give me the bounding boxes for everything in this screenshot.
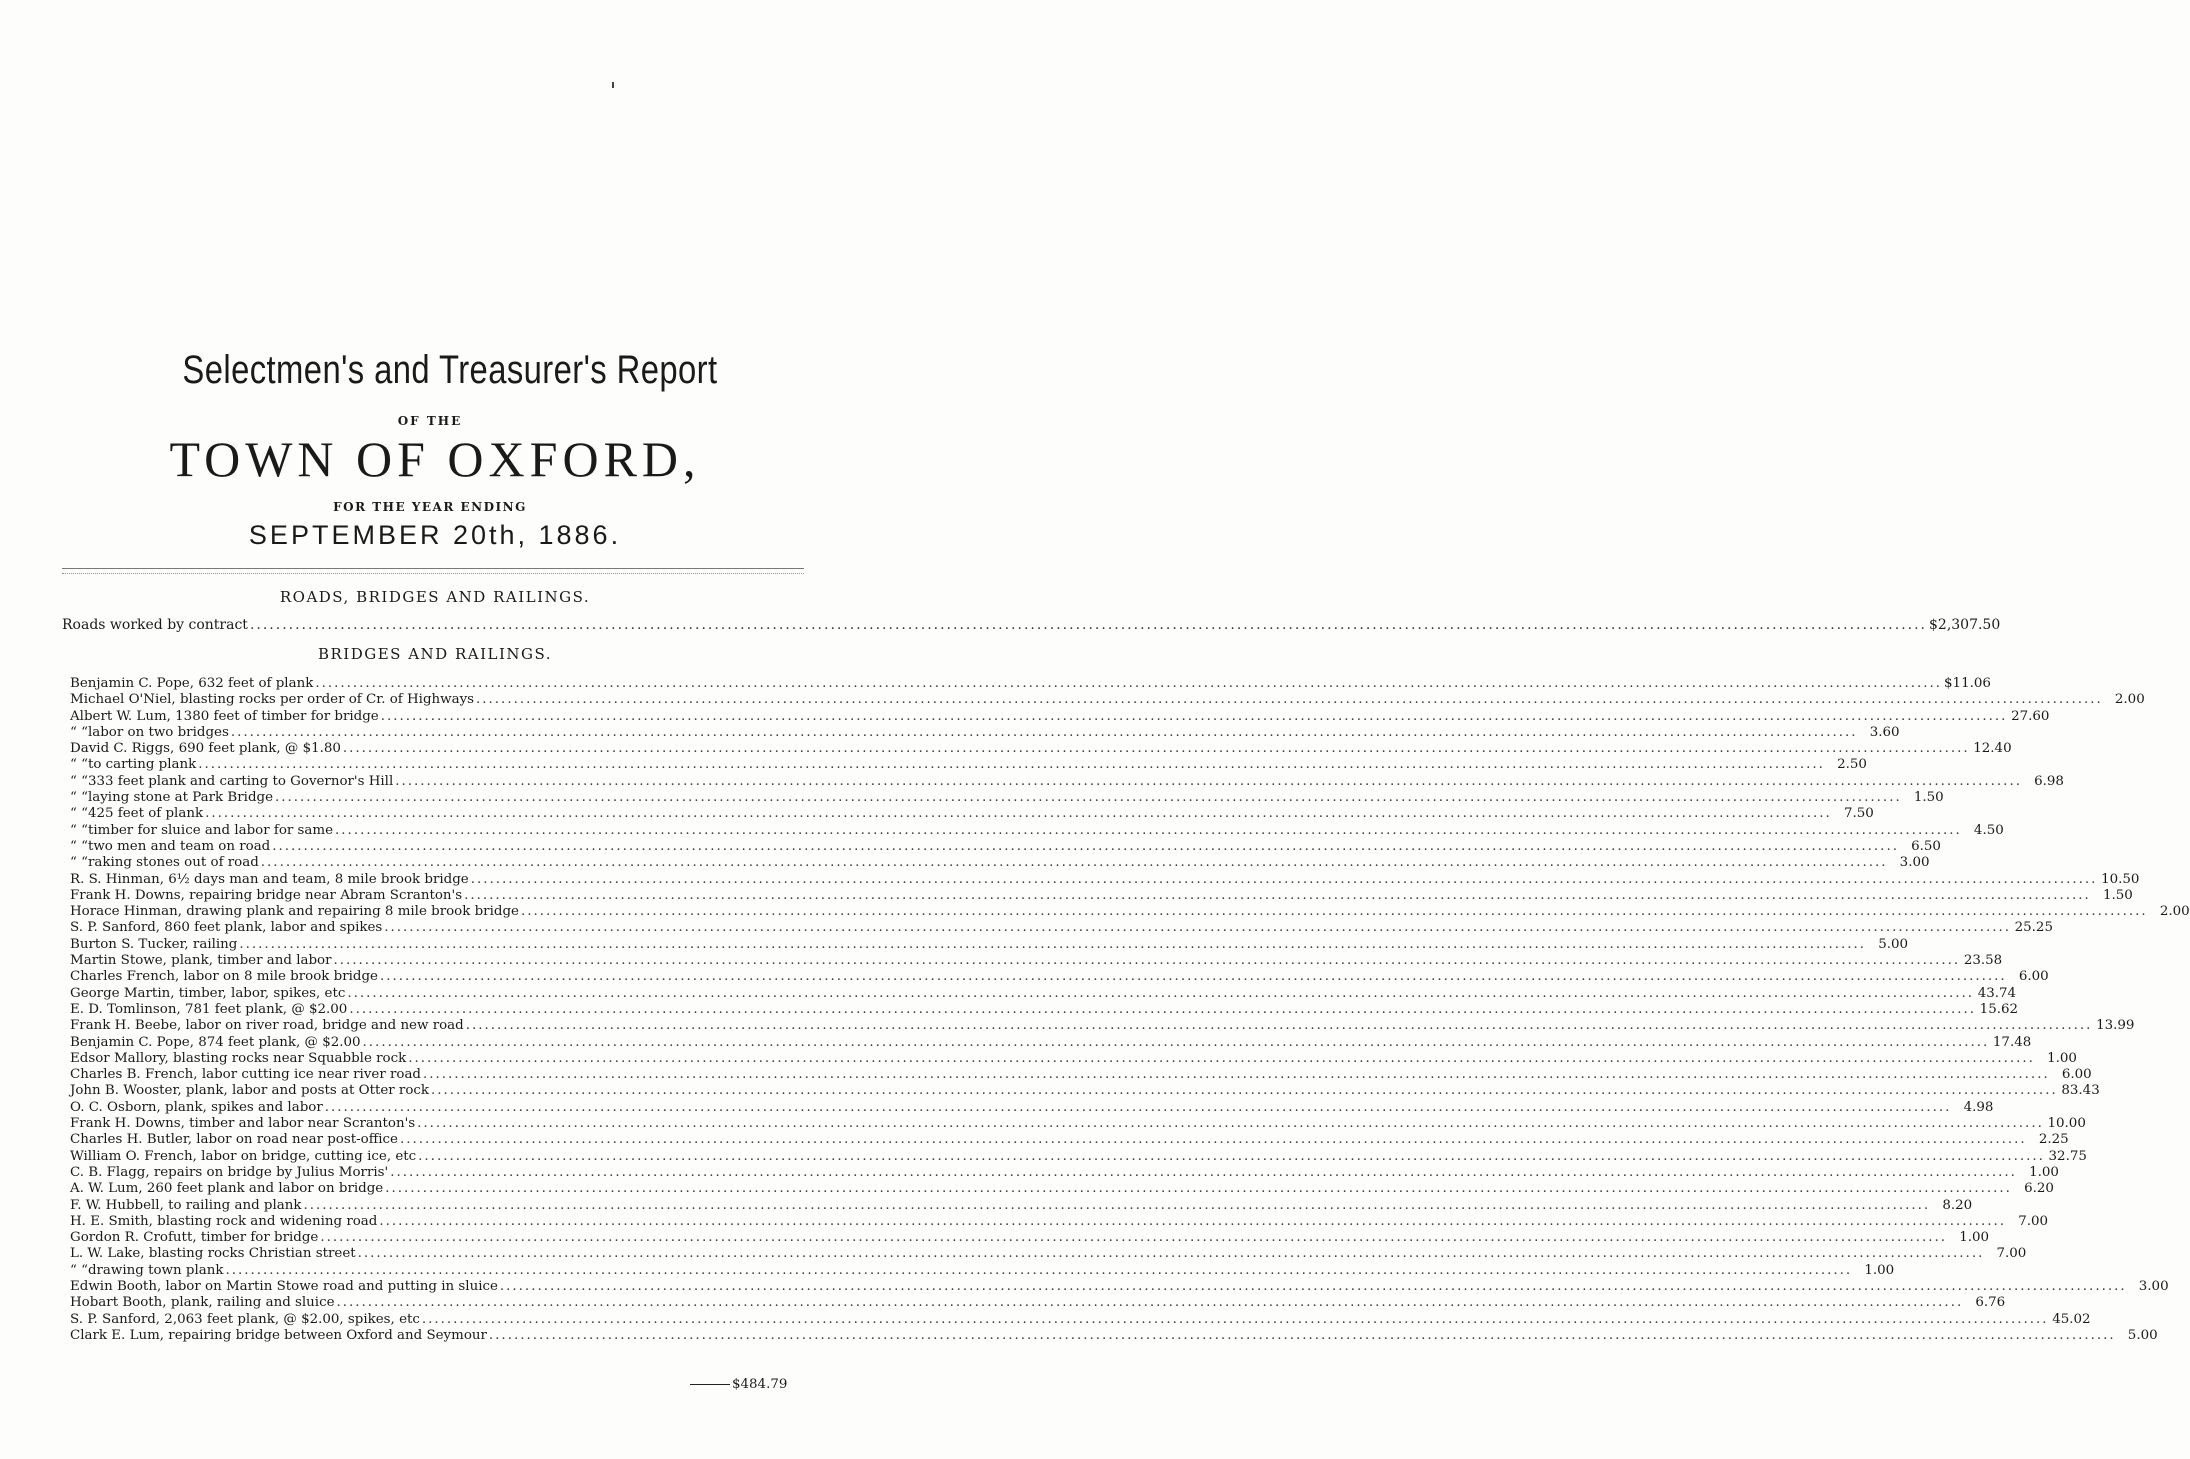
roads-contract-amount: $2,307.50: [1929, 617, 2001, 633]
list-item: [70, 1164, 2059, 1181]
entry-description: Horace Hinman, drawing plank and repairing 8 mile brook bridge: [70, 904, 519, 920]
dot-leader: [225, 1263, 1852, 1278]
entry-amount: 83.43: [2061, 1083, 2100, 1099]
dot-leader: [466, 1018, 2093, 1033]
list-item: [70, 953, 2003, 969]
dot-leader: [349, 1002, 1976, 1017]
list-item: [70, 936, 1909, 953]
entry-amount: 6.00: [2061, 1067, 2092, 1083]
report-date: SEPTEMBER 20th, 1886.: [248, 520, 622, 550]
entry-amount: 6.76: [1975, 1295, 2006, 1311]
entry-amount: 1.50: [1913, 790, 1944, 806]
list-item: [70, 790, 1944, 806]
dot-leader: [239, 937, 1866, 952]
entry-amount: 10.50: [2101, 871, 2140, 887]
entry-amount: 10.00: [2047, 1116, 2086, 1132]
entry-description: Frank H. Downs, timber and labor near Scranton's: [70, 1116, 416, 1132]
entry-description: Martin Stowe, plank, timber and labor: [70, 953, 332, 969]
entry-amount: 6.00: [2018, 969, 2049, 985]
entry-amount: 23.58: [1963, 953, 2003, 969]
list-item: [70, 838, 1941, 855]
entry-amount: 6.50: [1911, 838, 1941, 854]
dot-leader: [417, 1116, 2044, 1131]
entry-amount: 13.99: [2096, 1018, 2135, 1034]
list-item: [70, 1278, 2169, 1295]
list-item: [70, 1262, 1895, 1279]
entry-amount: 8.20: [1942, 1197, 1973, 1213]
dot-leader: [381, 709, 2008, 724]
ditto-mark: “ “: [70, 724, 88, 740]
entry-amount: 7.50: [1843, 806, 1874, 822]
list-item: [70, 1246, 2027, 1262]
list-item: [70, 1197, 1973, 1214]
ditto-mark: “ “: [70, 773, 88, 789]
dot-leader: [500, 1279, 2127, 1294]
total-dash: [690, 1384, 730, 1385]
entry-description: drawing town plank: [87, 1262, 224, 1278]
dot-leader: [250, 617, 1927, 633]
dot-leader: [272, 839, 1899, 854]
dot-leader: [431, 1083, 2058, 1098]
list-item: [70, 1018, 2135, 1034]
entry-description: Frank H. Downs, repairing bridge near Abram Scranton's: [70, 887, 463, 903]
entries-list: [70, 676, 2190, 1344]
list-item: [70, 1083, 2100, 1099]
list-item: [70, 1067, 2092, 1083]
list-item: [70, 692, 2145, 708]
list-item: [70, 1034, 2032, 1051]
ditto-mark: “ “: [70, 838, 88, 854]
entry-description: William O. French, labor on bridge, cutting ice, etc: [70, 1148, 417, 1164]
list-item: [70, 855, 1930, 871]
list-item: [70, 871, 2140, 888]
entry-description: Edsor Mallory, blasting rocks near Squabble rock: [70, 1050, 407, 1066]
entry-description: F. W. Hubbell, to railing and plank: [70, 1197, 302, 1213]
list-item: [70, 1116, 2086, 1132]
list-item: [70, 1181, 2054, 1197]
list-item: [70, 724, 1900, 741]
list-item: [70, 969, 2049, 985]
entry-description: to carting plank: [87, 757, 197, 773]
list-item: [70, 985, 2017, 1002]
entry-amount: 45.02: [2052, 1311, 2091, 1327]
ditto-mark: “ “: [70, 806, 88, 822]
dot-leader: [384, 920, 2011, 935]
list-item: [70, 1001, 2019, 1018]
entry-amount: 32.75: [2048, 1148, 2087, 1164]
entry-description: Charles H. Butler, labor on road near post-office: [70, 1132, 398, 1148]
list-item: [70, 920, 2053, 936]
dot-leader: [198, 757, 1825, 772]
entry-amount: 6.98: [2034, 773, 2064, 789]
entry-amount: $11.06: [1944, 676, 1991, 691]
dot-leader: [358, 1246, 1985, 1261]
report-title: Selectmen's and Treasurer's Report: [182, 348, 718, 392]
list-item: [70, 1311, 2091, 1328]
entry-amount: 2.00: [2114, 692, 2145, 708]
list-item: [70, 757, 1867, 773]
entry-amount: 7.00: [2018, 1213, 2049, 1229]
entry-description: Benjamin C. Pope, 632 feet of plank: [70, 676, 314, 691]
dot-leader: [231, 725, 1858, 740]
dot-leader: [379, 1214, 2006, 1229]
roads-contract-label: Roads worked by contract: [62, 617, 248, 633]
list-item: [70, 1295, 2006, 1311]
dot-leader: [304, 1198, 1931, 1213]
section-heading: ROADS, BRIDGES AND RAILINGS.: [279, 588, 591, 606]
entry-amount: 1.00: [1959, 1230, 1990, 1246]
dot-leader: [363, 1035, 1990, 1050]
entry-description: 425 feet of plank: [87, 806, 204, 822]
entry-description: Charles B. French, labor cutting ice near river road: [70, 1067, 422, 1083]
entry-amount: 6.20: [2024, 1181, 2054, 1197]
entry-description: E. D. Tomlinson, 781 feet plank, @ $2.00: [70, 1001, 348, 1017]
entry-description: R. S. Hinman, 6½ days man and team, 8 mile brook bridge: [70, 871, 469, 887]
entry-amount: 4.50: [1973, 822, 2004, 838]
divider-rule: [62, 568, 804, 569]
entry-description: Hobart Booth, plank, railing and sluice: [70, 1295, 335, 1311]
list-item: [70, 887, 2133, 904]
entry-description: Michael O'Niel, blasting rocks per order of Cr. of Highways: [70, 692, 475, 708]
ditto-mark: “ “: [70, 790, 88, 806]
dot-leader: [320, 1230, 1947, 1245]
entry-amount: 1.50: [2102, 887, 2133, 903]
town-name: TOWN OF OXFORD,: [169, 431, 701, 487]
entry-amount: 27.60: [2011, 708, 2050, 724]
entry-description: Gordon R. Crofutt, timber for bridge: [70, 1230, 319, 1246]
total-amount: $484.79: [732, 1377, 788, 1392]
roads-contract-line: [62, 617, 2001, 633]
entry-amount: 15.62: [1979, 1001, 2019, 1017]
dot-leader: [380, 969, 2007, 984]
entry-description: A. W. Lum, 260 feet plank and labor on bridge: [70, 1181, 384, 1197]
entry-amount: 3.00: [2138, 1278, 2169, 1294]
entry-description: two men and team on road: [87, 838, 271, 854]
year-ending-label: FOR THE YEAR ENDING: [333, 500, 527, 514]
entry-description: H. E. Smith, blasting rock and widening road: [70, 1213, 378, 1229]
entry-description: Frank H. Beebe, labor on river road, bridge and new road: [70, 1018, 464, 1034]
dot-leader: [315, 676, 1942, 691]
dot-leader: [334, 953, 1961, 968]
page-speck: [612, 82, 614, 88]
entry-description: 333 feet plank and carting to Governor's Hill: [87, 773, 394, 789]
entry-description: labor on two bridges: [87, 724, 229, 740]
dot-leader: [347, 986, 1974, 1001]
dot-leader: [489, 1328, 2116, 1343]
entry-amount: 1.00: [2029, 1164, 2059, 1180]
entry-description: Benjamin C. Pope, 874 feet plank, @ $2.00: [70, 1034, 361, 1050]
dot-leader: [395, 774, 2022, 789]
list-item: [70, 1132, 2069, 1148]
entry-amount: 5.00: [2127, 1327, 2158, 1343]
entry-description: L. W. Lake, blasting rocks Christian street: [70, 1246, 356, 1262]
dot-leader: [476, 692, 2103, 707]
entry-amount: 1.00: [2047, 1050, 2077, 1066]
entry-description: O. C. Osborn, plank, spikes and labor: [70, 1099, 323, 1115]
dot-leader: [390, 1165, 2017, 1180]
list-item: [70, 806, 1874, 822]
list-item: [70, 676, 1991, 692]
entry-amount: 25.25: [2014, 920, 2053, 936]
list-item: [70, 1213, 2049, 1230]
entry-amount: 1.00: [1864, 1262, 1895, 1278]
entry-description: David C. Riggs, 690 feet plank, @ $1.80: [70, 741, 341, 757]
entry-description: Albert W. Lum, 1380 feet of timber for bridge: [70, 708, 379, 724]
entry-description: C. B. Flagg, repairs on bridge by Julius Morris': [70, 1164, 389, 1180]
list-item: [70, 822, 2004, 839]
dot-leader: [385, 1181, 2012, 1196]
ditto-mark: “ “: [70, 757, 88, 773]
entry-amount: 4.98: [1963, 1099, 1994, 1115]
entry-description: S. P. Sanford, 860 feet plank, labor and spikes: [70, 920, 383, 936]
entry-amount: 3.60: [1869, 724, 1900, 740]
entry-amount: 5.00: [1878, 936, 1909, 952]
entry-amount: 2.00: [2159, 904, 2190, 920]
entry-description: Clark E. Lum, repairing bridge between Oxford and Seymour: [70, 1327, 487, 1343]
dot-leader: [422, 1312, 2049, 1327]
dot-leader: [521, 904, 2148, 919]
list-item: [70, 741, 2012, 757]
of-the-label: OF THE: [397, 414, 463, 428]
dot-leader: [400, 1132, 2027, 1147]
total-line: [690, 1377, 787, 1392]
ditto-mark: “ “: [70, 855, 88, 871]
entry-amount: 2.50: [1837, 757, 1867, 773]
dot-leader: [205, 806, 1832, 821]
ditto-mark: “ “: [70, 1262, 88, 1278]
list-item: [70, 1050, 2077, 1067]
dot-leader: [261, 855, 1888, 870]
list-item: [70, 708, 2050, 725]
entry-description: Charles French, labor on 8 mile brook bridge: [70, 969, 378, 985]
dot-leader: [471, 872, 2098, 887]
entry-description: Edwin Booth, labor on Martin Stowe road and putting in sluice: [70, 1278, 498, 1294]
entry-description: timber for sluice and labor for same: [87, 822, 334, 838]
entry-description: Burton S. Tucker, railing: [70, 936, 238, 952]
ditto-mark: “ “: [70, 822, 88, 838]
entry-description: laying stone at Park Bridge: [87, 790, 274, 806]
entry-description: John B. Wooster, plank, labor and posts at Otter rock: [70, 1083, 430, 1099]
dot-leader: [408, 1051, 2035, 1066]
entry-amount: 12.40: [1973, 741, 2012, 757]
entry-amount: 17.48: [1992, 1034, 2032, 1050]
entry-description: George Martin, timber, labor, spikes, etc: [70, 985, 346, 1001]
dot-leader: [343, 741, 1970, 756]
dot-leader: [464, 888, 2091, 903]
divider-rule-dotted: [62, 573, 804, 574]
entry-amount: 2.25: [2038, 1132, 2069, 1148]
entry-description: S. P. Sanford, 2,063 feet plank, @ $2.00, spikes, etc: [70, 1311, 420, 1327]
list-item: [70, 1148, 2087, 1165]
entry-amount: 43.74: [1977, 985, 2017, 1001]
entry-amount: 7.00: [1996, 1246, 2027, 1262]
list-item: [70, 1327, 2158, 1344]
dot-leader: [423, 1067, 2050, 1082]
list-item: [70, 1099, 1994, 1116]
list-item: [70, 773, 2064, 790]
list-item: [70, 904, 2190, 920]
entry-amount: 3.00: [1899, 855, 1930, 871]
subsection-heading: BRIDGES AND RAILINGS.: [317, 645, 553, 663]
dot-leader: [325, 1100, 1952, 1115]
dot-leader: [335, 823, 1962, 838]
list-item: [70, 1230, 1990, 1246]
entry-description: raking stones out of road: [87, 855, 259, 871]
dot-leader: [275, 790, 1902, 805]
dot-leader: [337, 1295, 1964, 1310]
dot-leader: [418, 1149, 2045, 1164]
